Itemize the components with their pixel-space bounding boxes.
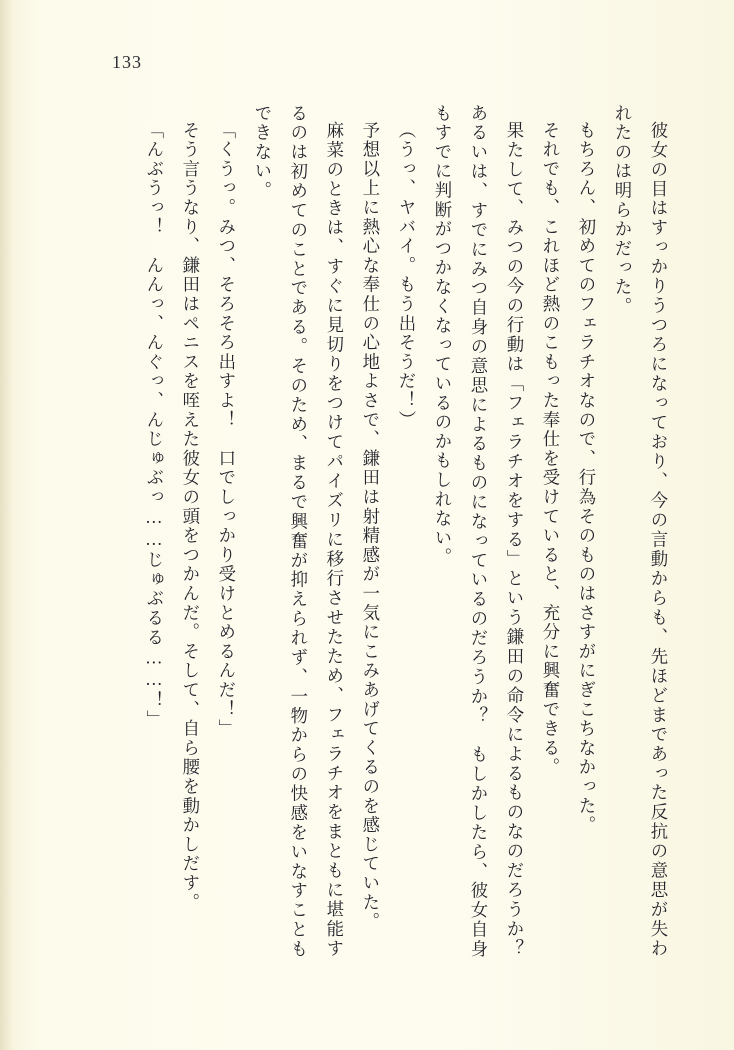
paragraph: （うっ、ヤバイ。もう出そうだ！） — [395, 121, 416, 431]
paragraph: 「んぶうっ！ んんっ、んぐっ、んじゅぶっ……じゅぶるる……！」 — [143, 121, 164, 731]
paragraph: もちろん、初めてのフェラチオなので、行為そのものはさすがにぎこちなかった。 — [575, 121, 596, 836]
paragraph: 麻菜のときは、すぐに見切りをつけてパイズリに移行させたため、フェラチオをまともに堪能するのは初めてのことである。そのため、まるで興奮が抑えられず、一物からの快感をいなすこともできない。 — [251, 104, 344, 959]
paragraph: 彼女の目はすっかりうつろになっており、今の言動からも、先ほどまであった反抗の意思が失われたのは明らかだった。 — [611, 104, 668, 959]
paragraph: 予想以上に熱心な奉仕の心地よさで、鎌田は射精感が一気にこみあげてくるのを感じていた。 — [359, 121, 380, 932]
paragraph: それでも、これほど熱のこもった奉仕を受けていると、充分に興奮できる。 — [539, 121, 560, 778]
page-number: 133 — [112, 52, 142, 72]
paragraph: 果たして、みつの今の行動は「フェラチオをする」という鎌田の命令によるものなのだろうか？ あるいは、すでにみつ自身の意思によるものになっているのだろうか？ もしかしたら、彼女自身もすでに判断がつかなくなっているのかもしれない。 — [431, 104, 524, 979]
body-text-block — [76, 104, 676, 979]
paragraph: 「くうっ。みつ、そろそろ出すよ！ 口でしっかり受けとめるんだ！」 — [215, 121, 236, 739]
paragraph: そう言うなり、鎌田はペニスを咥えた彼女の頭をつかんだ。そして、自ら腰を動かしだす。 — [179, 121, 200, 913]
